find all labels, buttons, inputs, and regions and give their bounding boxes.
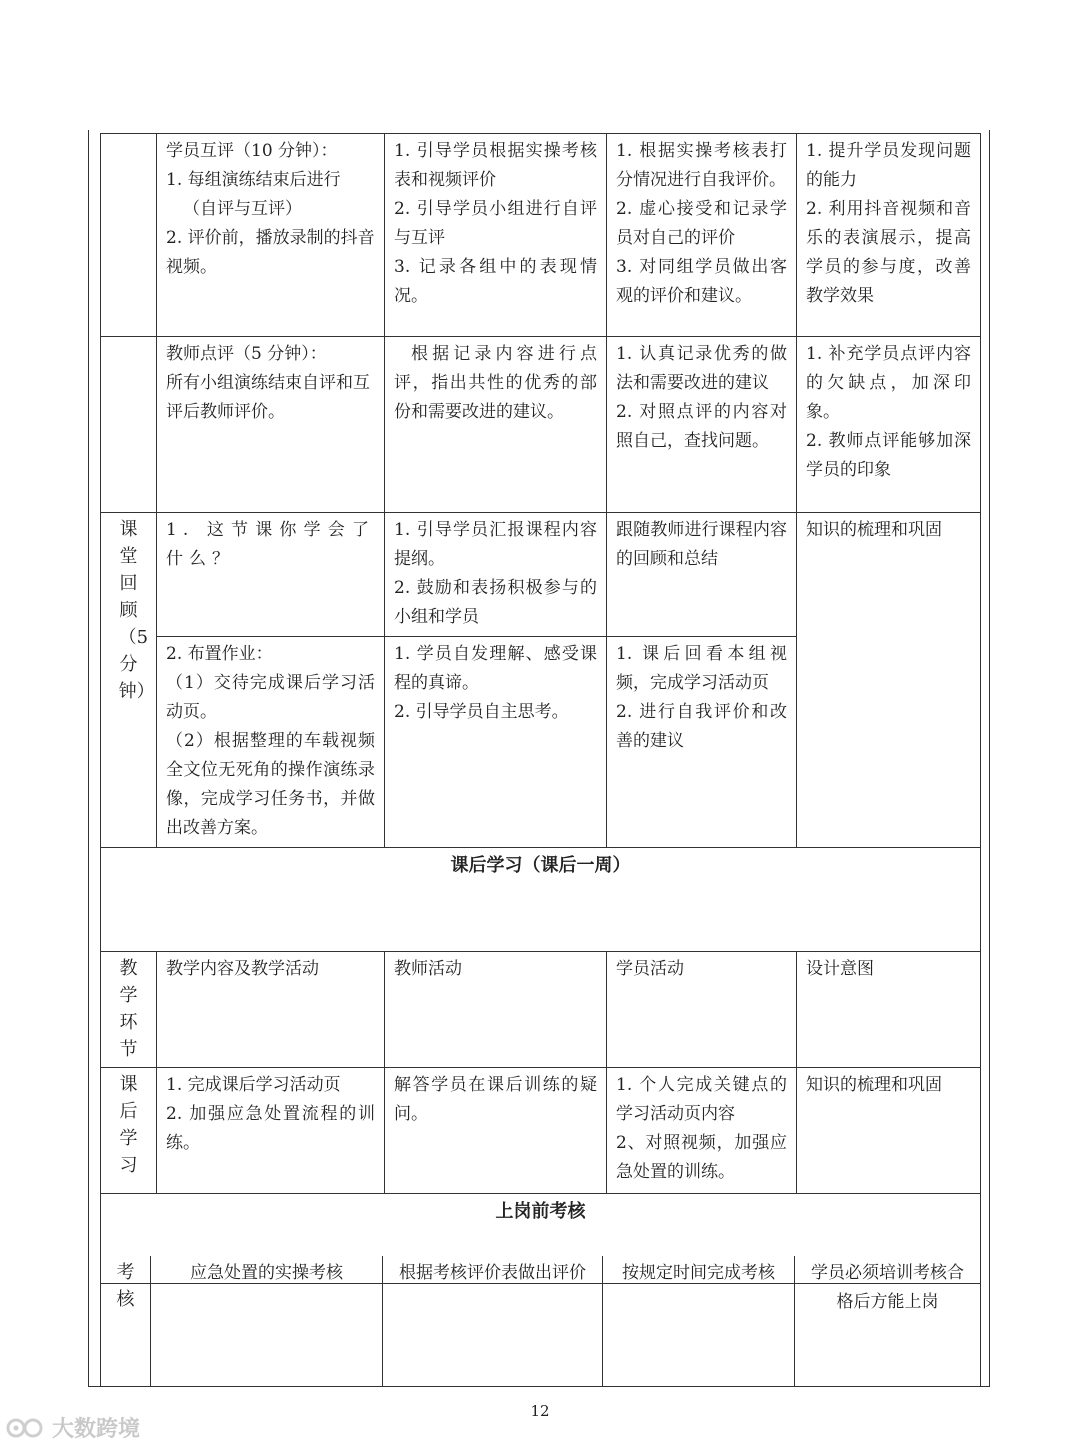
content-cell — [157, 337, 385, 513]
student-line: 1. 认真记录优秀的做法和需要改进的建议 — [616, 344, 787, 393]
teacher-cell: 根据考核评价表做出评价 — [383, 1256, 603, 1386]
student-line: 跟随教师进行课程内容的回顾和总结 — [616, 520, 787, 569]
intent-line: 1. 提升学员发现问题的能力 — [806, 141, 971, 190]
teacher-cell — [385, 637, 607, 848]
exam-table — [100, 1256, 981, 1387]
intent-cell: 学员必须培训考核合格后方能上岗 — [795, 1256, 981, 1386]
watermark-text: 大数跨境 — [52, 1417, 141, 1442]
intent-line: 2. 教师点评能够加深学员的印象 — [806, 431, 971, 480]
student-line: 2. 进行自我评价和改善的建议 — [616, 702, 787, 751]
content-cell — [157, 134, 385, 337]
intent-cell — [797, 134, 981, 337]
stage-class-review: 课堂回顾（5分钟） — [101, 513, 157, 848]
page-number: 12 — [530, 1402, 550, 1420]
content-line: （2）根据整理的车载视频全文位无死角的操作演练录像，完成学习任务书，并做出改善方案。 — [166, 731, 375, 838]
student-line: 1. 根据实操考核表打分情况进行自我评价。 — [616, 141, 787, 190]
teacher-cell — [385, 1068, 607, 1194]
teacher-line: 1. 学员自发理解、感受课程的真谛。 — [394, 644, 597, 693]
teacher-line: 3. 记录各组中的表现情况。 — [394, 257, 597, 306]
watermark — [6, 1412, 140, 1443]
content-cell — [157, 1068, 385, 1194]
student-line: 2. 虚心接受和记录学员对自己的评价 — [616, 199, 787, 248]
header-teacher: 教师活动 — [385, 952, 607, 1068]
section-title-exam: 上岗前考核 — [101, 1194, 981, 1284]
row-peer-review — [101, 134, 981, 337]
content-cell: 应急处置的实操考核 — [151, 1256, 383, 1386]
student-cell: 按规定时间完成考核 — [603, 1256, 795, 1386]
content-line: （1）交待完成课后学习活动页。 — [166, 673, 375, 722]
teacher-line: 2. 引导学员自主思考。 — [394, 702, 569, 722]
intent-line: 1. 补充学员点评内容的欠缺点，加深印象。 — [806, 344, 971, 422]
student-line: 2. 对照点评的内容对照自己，查找问题。 — [616, 402, 787, 451]
intent-cell — [797, 513, 981, 848]
student-line: 1. 个人完成关键点的学习活动页内容 — [616, 1075, 787, 1124]
content-line: 2. 评价前，播放录制的抖音视频。 — [166, 228, 375, 277]
intent-cell — [797, 1068, 981, 1194]
content-line: 1. 每组演练结束后进行 — [166, 170, 341, 190]
content-line: 1. 这节课你学会了什么？ — [166, 520, 375, 569]
content-line: 2. 加强应急处置流程的训练。 — [166, 1104, 375, 1153]
row-teacher-review — [101, 337, 981, 513]
intent-line: 2. 利用抖音视频和音乐的表演展示，提高学员的参与度，改善教学效果 — [806, 199, 971, 306]
watermark-logo-icon — [6, 1415, 46, 1441]
content-title: 教师点评（5 分钟）： — [166, 344, 327, 364]
stage-exam: 考核 — [101, 1256, 151, 1386]
row-column-header — [101, 952, 981, 1068]
student-cell — [607, 134, 797, 337]
header-stage: 教学环节 — [101, 952, 157, 1068]
header-student: 学员活动 — [607, 952, 797, 1068]
content-cell — [157, 513, 385, 637]
teacher-line: 根据记录内容进行点评，指出共性的优秀的部份和需要改进的建议。 — [394, 344, 597, 422]
stage-cell-empty — [101, 337, 157, 513]
teacher-line: 2. 引导学员小组进行自评与互评 — [394, 199, 597, 248]
teacher-cell — [385, 337, 607, 513]
content-line: 1. 完成课后学习活动页 — [166, 1075, 341, 1095]
header-content: 教学内容及教学活动 — [157, 952, 385, 1068]
student-cell — [607, 637, 797, 848]
student-cell — [607, 513, 797, 637]
student-line: 1. 课后回看本组视频，完成学习活动页 — [616, 644, 787, 693]
student-cell — [607, 1068, 797, 1194]
stage-after-class: 课后学习 — [101, 1068, 157, 1194]
teacher-line: 1. 引导学员根据实操考核表和视频评价 — [394, 141, 597, 190]
intent-line: 知识的梳理和巩固 — [806, 520, 942, 540]
teacher-line: 解答学员在课后训练的疑问。 — [394, 1075, 597, 1124]
student-line: 3. 对同组学员做出客观的评价和建议。 — [616, 257, 787, 306]
row-after-class-learning — [101, 1068, 981, 1194]
content-line: 所有小组演练结束自评和互评后教师评价。 — [166, 373, 370, 422]
row-class-review-1 — [101, 513, 981, 637]
teacher-line: 1. 引导学员汇报课程内容提纲。 — [394, 520, 597, 569]
content-line: （自评与互评） — [183, 199, 302, 219]
teacher-cell — [385, 134, 607, 337]
section-title-after-class: 课后学习（课后一周） — [101, 848, 981, 952]
header-intent: 设计意图 — [797, 952, 981, 1068]
row-exam — [101, 1256, 981, 1386]
teacher-cell — [385, 513, 607, 637]
student-cell — [607, 337, 797, 513]
stage-cell-empty — [101, 134, 157, 337]
intent-cell — [797, 337, 981, 513]
student-line: 2、对照视频，加强应急处置的训练。 — [616, 1133, 787, 1182]
intent-line: 知识的梳理和巩固 — [806, 1075, 942, 1095]
row-section-after-class — [101, 848, 981, 952]
teacher-line: 2. 鼓励和表扬积极参与的小组和学员 — [394, 578, 597, 627]
lesson-plan-table — [100, 133, 981, 1284]
content-title: 2. 布置作业： — [166, 644, 273, 664]
content-cell — [157, 637, 385, 848]
content-title: 学员互评（10 分钟）： — [166, 141, 338, 161]
